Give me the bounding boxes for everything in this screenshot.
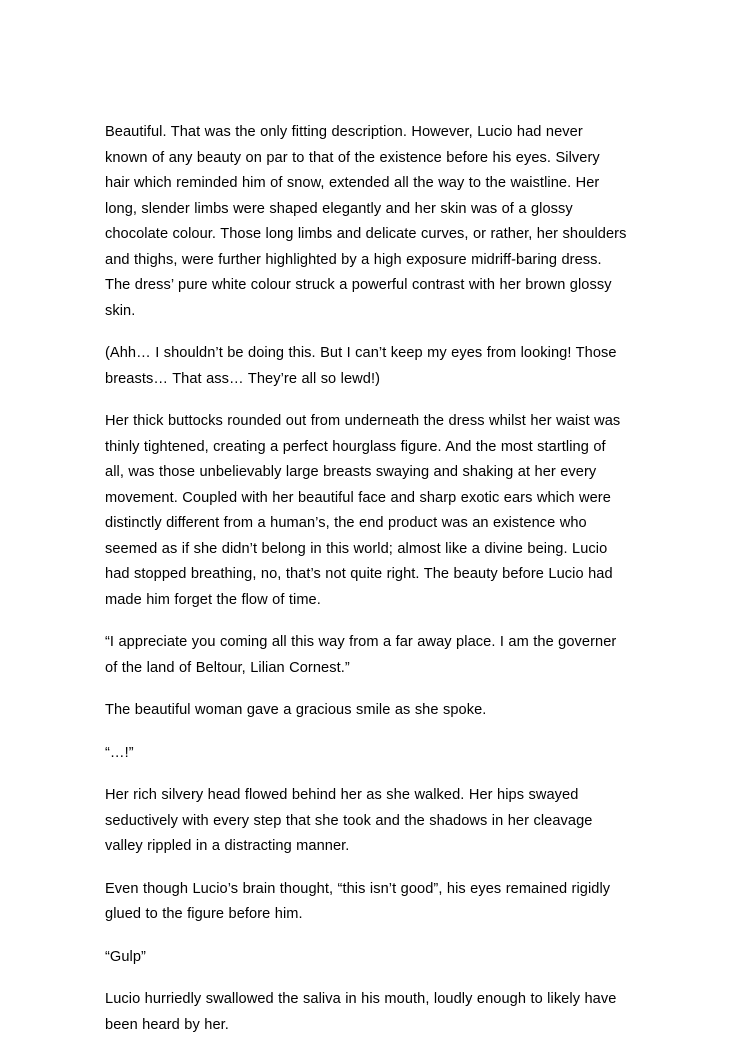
paragraph: “…!”	[105, 744, 134, 761]
paragraph: Her thick buttocks rounded out from underneath the dress whilst her waist was thinly tightened, creating a perfect hourglass figure. And the most startling of all, was those unbelievably large breasts swaying and shaking at her every movement. Coupled with her beautiful face and sharp exotic ears which were distinctly different from a human’s, the end product was an existence who seemed as if she didn’t belong in this world; almost like a divine being. Lucio had stopped breathing, no, that’s not quite right. The beauty before Lucio had made him forget the flow of time.	[105, 413, 621, 608]
paragraph: Even though Lucio’s brain thought, “this isn’t good”, his eyes remained rigidly glued to the figure before him.	[105, 880, 611, 922]
paragraph: Her rich silvery head flowed behind her as she walked. Her hips swayed seductively with every step that she took and the shadows in her cleavage valley rippled in a distracting manner.	[105, 787, 593, 854]
paragraph: The beautiful woman gave a gracious smile as she spoke.	[105, 702, 487, 718]
document-body	[105, 120, 627, 1038]
paragraph: Lucio hurriedly swallowed the saliva in his mouth, loudly enough to likely have been heard by her.	[105, 991, 617, 1033]
paragraph: Beautiful. That was the only fitting description. However, Lucio had never known of any beauty on par to that of the existence before his eyes. Silvery hair which reminded him of snow, extended all the way to the waistline. Her long, slender limbs were shaped elegantly and her skin was of a glossy chocolate colour. Those long limbs and delicate curves, or rather, her shoulders and thighs, were further highlighted by a high exposure midriff-baring dress. The dress’ pure white colour struck a powerful contrast with her brown glossy skin.	[105, 124, 627, 319]
paragraph: (Ahh… I shouldn’t be doing this. But I can’t keep my eyes from looking! Those breasts… That ass… They’re all so lewd!)	[105, 345, 617, 387]
paragraph: “Gulp”	[105, 948, 146, 965]
paragraph: “I appreciate you coming all this way from a far away place. I am the governer of the land of Beltour, Lilian Cornest.”	[105, 634, 617, 676]
